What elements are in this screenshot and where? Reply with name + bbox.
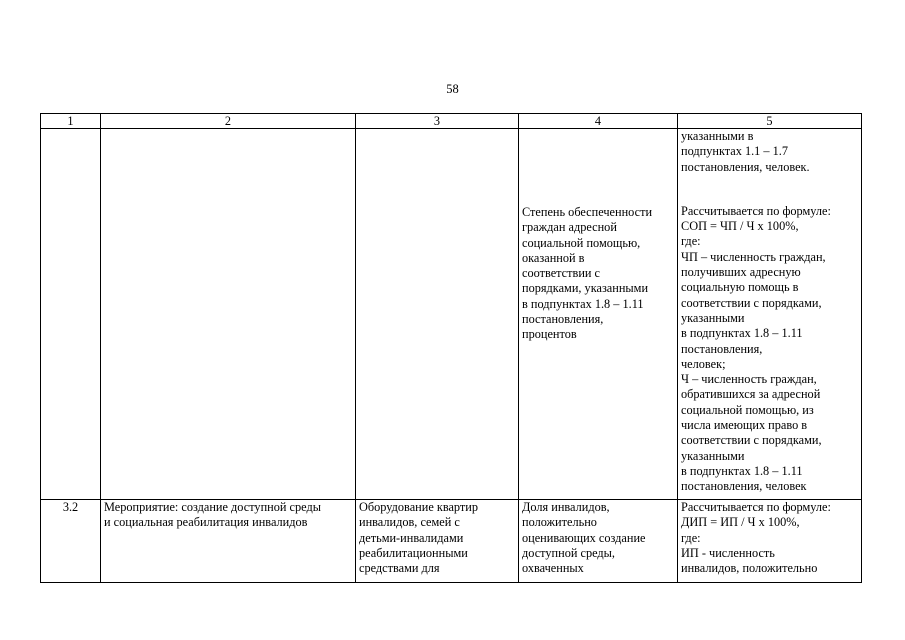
table-header-row bbox=[41, 114, 862, 129]
cell-measure: Мероприятие: создание доступной среды и социальная реабилитация инвалидов bbox=[101, 500, 356, 583]
cell-activity bbox=[356, 129, 519, 500]
formula-continued-text: указанными в подпунктах 1.1 – 1.7 постановления, человек. bbox=[681, 129, 810, 174]
cell-indicator bbox=[519, 129, 678, 500]
cell-measure bbox=[101, 129, 356, 500]
cell-formula bbox=[678, 129, 862, 500]
indicator-text: Степень обеспеченности граждан адресной социальной помощью, оказанной в соответствии с порядками, указанными в подпунктах 1.8 – 1.11 постановления, процентов bbox=[522, 205, 653, 342]
header-cell-4: 4 bbox=[519, 114, 678, 129]
header-cell-5: 5 bbox=[678, 114, 862, 129]
cell-indicator: Доля инвалидов, положительно оценивающих создание доступной среды, охваченных bbox=[519, 500, 678, 583]
page-number: 58 bbox=[446, 82, 459, 96]
formula-text: Рассчитывается по формуле: СОП = ЧП / Ч х 100%, где: ЧП – численность граждан, получивших адресную социальную помощь в соответствии с порядками, указанными в подпунктах 1.8 – 1.11 постановления, человек; Ч – численность граждан, обратившихся за адресной социальной помощью, из числа имеющих право в соответствии с порядками, указанными в подпунктах 1.8 – 1.11 постановления, человек bbox=[681, 203, 831, 494]
cell-activity: Оборудование квартир инвалидов, семей с детьми-инвалидами реабилитационными средствами для bbox=[356, 500, 519, 583]
table-row-continued bbox=[41, 129, 862, 500]
table-row bbox=[41, 500, 862, 583]
cell-number bbox=[41, 129, 101, 500]
indicators-table bbox=[40, 113, 862, 583]
header-cell-2: 2 bbox=[101, 114, 356, 129]
header-cell-1: 1 bbox=[41, 114, 101, 129]
cell-formula: Рассчитывается по формуле: ДИП = ИП / Ч х 100%, где: ИП - численность инвалидов, положительно bbox=[678, 500, 862, 583]
row-number: 3.2 bbox=[41, 500, 101, 583]
header-cell-3: 3 bbox=[356, 114, 519, 129]
